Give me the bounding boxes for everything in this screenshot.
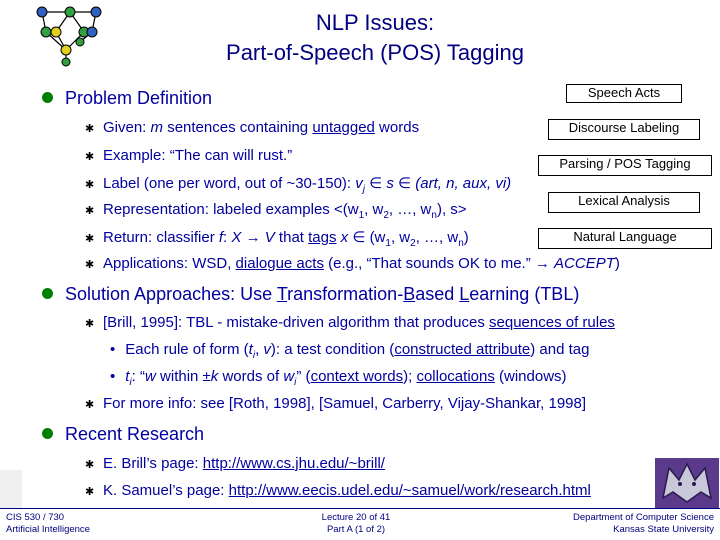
bullet-dot-icon	[42, 288, 53, 299]
recent-heading: Recent Research	[42, 424, 204, 445]
footer-right: Department of Computer Science Kansas State University	[573, 512, 714, 535]
asterisk-bullet-icon: ✱	[85, 399, 95, 411]
left-accent-bar	[0, 470, 22, 508]
asterisk-bullet-icon: ✱	[85, 151, 95, 163]
solution-more-info: ✱ For more info: see [Roth, 1998], [Samuel, Carberry, Vijay-Shankar, 1998]	[85, 395, 587, 412]
footer-middle: Lecture 20 of 41 Part A (1 of 2)	[321, 512, 391, 535]
recent-brill: ✱ E. Brill’s page: http://www.cs.jhu.edu/~brill/	[85, 455, 385, 472]
asterisk-bullet-icon: ✱	[85, 318, 95, 330]
solution-rule-form: • Each rule of form ($t_i$, v): a test condition (constructed attribute) and tag	[110, 341, 590, 361]
solution-heading: Solution Approaches: Use Transformation-Based Learning (TBL)	[42, 284, 579, 305]
asterisk-bullet-icon: ✱	[85, 486, 95, 498]
solution-brill: ✱ [Brill, 1995]: TBL - mistake-driven algorithm that produces sequences of rules	[85, 314, 615, 331]
stack-parsing-pos-tagging: Parsing / POS Tagging	[538, 155, 712, 176]
brill-page-link[interactable]: http://www.cs.jhu.edu/~brill/	[202, 455, 385, 472]
slide-title	[130, 8, 620, 68]
bullet-dot-icon	[42, 92, 53, 103]
problem-applications: ✱ Applications: WSD, dialogue acts (e.g., “That sounds OK to me.” → ACCEPT)	[85, 255, 620, 272]
samuel-page-link[interactable]: http://www.eecis.udel.edu/~samuel/work/research.html	[228, 482, 591, 499]
stack-natural-language: Natural Language	[538, 228, 712, 249]
bullet-dot-icon	[42, 428, 53, 439]
problem-return: ✱ Return: classifier f: X → V that tags x ∈ ($w_1$, $w_2$, …, $w_n$)	[85, 229, 469, 249]
dot-bullet-icon: •	[110, 368, 116, 385]
problem-example: ✱ Example: “The can will rust.”	[85, 147, 293, 164]
solution-ti: • $t_i$: “w within ±k words of $w_i$” (context words); collocations (windows)	[110, 368, 567, 388]
problem-label: ✱ Label (one per word, out of ~30-150): $v_j$ ∈ s ∈ (art, n, aux, vi)	[85, 175, 512, 195]
problem-representation: ✱ Representation: labeled examples $<(w_1$, $w_2$, …, $w_n$), s>	[85, 201, 467, 221]
dot-bullet-icon: •	[110, 341, 116, 358]
problem-heading: Problem Definition	[42, 88, 212, 109]
footer-divider	[0, 508, 720, 509]
footer-left: CIS 530 / 730 Artificial Intelligence	[6, 512, 90, 535]
asterisk-bullet-icon: ✱	[85, 179, 95, 191]
ksu-wildcat-logo	[655, 458, 719, 508]
asterisk-bullet-icon: ✱	[85, 233, 95, 245]
stack-lexical-analysis: Lexical Analysis	[548, 192, 700, 213]
stack-speech-acts: Speech Acts	[566, 84, 682, 103]
recent-samuel: ✱ K. Samuel’s page: http://www.eecis.udel.edu/~samuel/work/research.html	[85, 482, 591, 499]
title-line-1: NLP Issues:	[315, 10, 435, 35]
stack-discourse-labeling: Discourse Labeling	[548, 119, 700, 140]
asterisk-bullet-icon: ✱	[85, 123, 95, 135]
title-line-2: Part-of-Speech (POS) Tagging	[226, 40, 524, 65]
asterisk-bullet-icon: ✱	[85, 259, 95, 271]
graph-logo-icon	[30, 2, 108, 68]
asterisk-bullet-icon: ✱	[85, 459, 95, 471]
asterisk-bullet-icon: ✱	[85, 205, 95, 217]
problem-given: ✱ Given: m sentences containing untagged words	[85, 119, 420, 136]
